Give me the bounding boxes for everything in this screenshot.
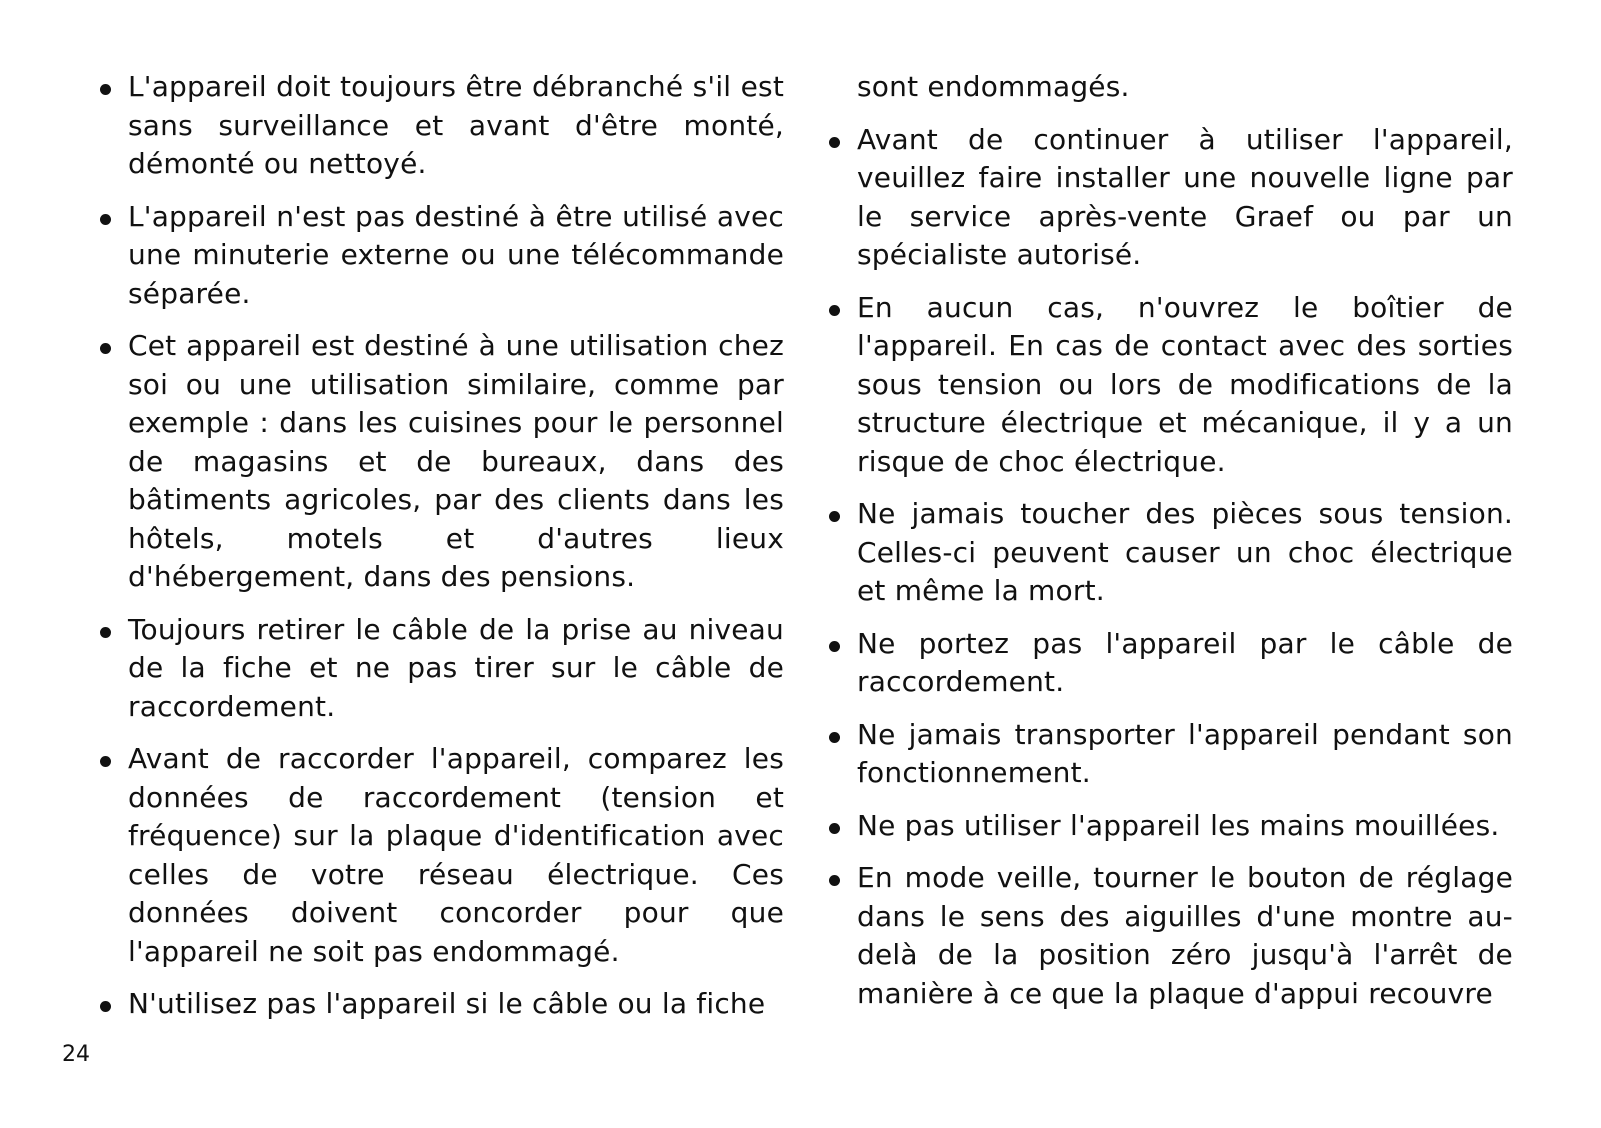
list-item bbox=[96, 68, 784, 184]
right-bullet-list bbox=[825, 121, 1513, 1014]
page-number: 24 bbox=[62, 1042, 90, 1067]
list-item bbox=[825, 807, 1513, 846]
list-item bbox=[96, 198, 784, 314]
list-item-text: Ne jamais transporter l'appareil pendant son fonctionnement. bbox=[857, 717, 1513, 789]
list-item bbox=[825, 289, 1513, 482]
bullet-icon bbox=[100, 84, 111, 95]
list-item-text: Ne pas utiliser l'appareil les mains mouillées. bbox=[857, 808, 1500, 842]
list-item bbox=[96, 611, 784, 727]
list-item-text: Ne portez pas l'appareil par le câble de raccordement. bbox=[857, 626, 1513, 698]
list-item bbox=[825, 625, 1513, 702]
list-item-text: L'appareil doit toujours être débranché s'il est sans surveillance et avant d'être monté, démonté ou nettoyé. bbox=[128, 70, 784, 180]
bullet-icon bbox=[829, 641, 840, 652]
list-item-text: En aucun cas, n'ouvrez le boîtier de l'appareil. En cas de contact avec des sorties sous tension ou lors de modifications de la structure électrique et mécanique, il y a un risque de choc électrique. bbox=[857, 290, 1513, 478]
list-item bbox=[96, 327, 784, 597]
list-item bbox=[825, 859, 1513, 1013]
bullet-icon bbox=[829, 137, 840, 148]
bullet-icon bbox=[829, 305, 840, 316]
bullet-icon bbox=[100, 1001, 111, 1012]
list-item-text: Ne jamais toucher des pièces sous tension. Celles-ci peuvent causer un choc électrique et même la mort. bbox=[857, 497, 1513, 607]
bullet-icon bbox=[829, 875, 840, 886]
left-column bbox=[96, 68, 784, 1038]
list-item bbox=[825, 495, 1513, 611]
continued-text: sont endommagés. bbox=[857, 70, 1130, 103]
bullet-icon bbox=[829, 732, 840, 743]
list-item bbox=[825, 121, 1513, 275]
right-column bbox=[825, 68, 1513, 1027]
list-item bbox=[96, 985, 784, 1024]
list-item bbox=[825, 716, 1513, 793]
bullet-icon bbox=[829, 511, 840, 522]
bullet-icon bbox=[100, 627, 111, 638]
list-item-text: N'utilisez pas l'appareil si le câble ou la fiche bbox=[128, 987, 766, 1020]
bullet-icon bbox=[829, 823, 840, 834]
list-item bbox=[96, 740, 784, 971]
list-item-text: Toujours retirer le câble de la prise au niveau de la fiche et ne pas tirer sur le câble de raccordement. bbox=[128, 612, 784, 723]
bullet-icon bbox=[100, 756, 111, 767]
list-item-text: L'appareil n'est pas destiné à être utilisé avec une minuterie externe ou une télécommande séparée. bbox=[128, 199, 784, 310]
bullet-icon bbox=[100, 214, 111, 225]
list-item-text: Cet appareil est destiné à une utilisation chez soi ou une utilisation similaire, comme par exemple : dans les cuisines pour le personnel de magasins et de bureaux, dans des bâtiments agricoles, par des clients dans les hôtels, motels et d'autres lieux d'hébergement, dans des pensions. bbox=[128, 329, 784, 593]
list-item-text: Avant de raccorder l'appareil, comparez les données de raccordement (tension et fréquence) sur la plaque d'identification avec celles de votre réseau électrique. Ces données doivent concorder pour que l'appareil ne soit pas endommagé. bbox=[128, 742, 784, 968]
bullet-icon bbox=[100, 343, 111, 354]
list-item-text: Avant de continuer à utiliser l'appareil, veuillez faire installer une nouvelle ligne par le service après-vente Graef ou par un spécialiste autorisé. bbox=[857, 122, 1513, 271]
list-item-text: En mode veille, tourner le bouton de réglage dans le sens des aiguilles d'une montre au-delà de la position zéro jusqu'à l'arrêt de manière à ce que la plaque d'appui recouvre bbox=[857, 861, 1513, 1010]
left-bullet-list bbox=[96, 68, 784, 1024]
